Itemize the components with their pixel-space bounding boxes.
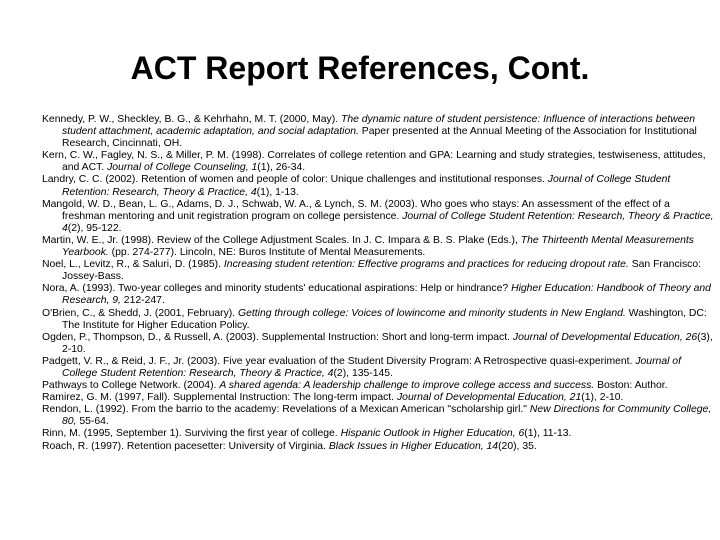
reference-item — [42, 380, 714, 392]
reference-text: Kennedy, P. W., Sheckley, B. G., & Kehrhahn, M. T. (2000, May). — [42, 114, 341, 125]
reference-item — [42, 356, 714, 380]
reference-italic-text: Journal of Developmental Education, 21 — [396, 392, 582, 404]
reference-text: 212-247. — [120, 295, 165, 307]
reference-text: (20), 35. — [498, 440, 537, 452]
reference-item — [42, 259, 714, 283]
reference-italic-text: Journal of College Counseling, 1 — [107, 162, 258, 174]
reference-italic-text: Journal of College Student Retention: Research, Theory & Practice, 4 — [62, 355, 681, 379]
reference-text: Ramirez, G. M. (1997, Fall). Supplemental Instruction: The long-term impact. — [42, 392, 397, 404]
reference-item — [42, 150, 714, 174]
reference-text: (pp. 274-277). Lincoln, NE: Buros Institute of Mental Measurements. — [108, 247, 426, 259]
reference-text: Washington, DC: The Institute for Higher Education Policy. — [62, 307, 707, 331]
reference-italic-text: A shared agenda: A leadership challenge to improve college access and success. — [219, 380, 595, 392]
reference-italic-text: Journal of Developmental Education, 26 — [512, 331, 698, 343]
reference-text: Rinn, M. (1995, September 1). Surviving the first year of college. — [42, 428, 341, 440]
reference-text: Pathways to College Network. (2004). — [42, 380, 220, 392]
reference-item — [42, 428, 714, 440]
reference-item — [42, 283, 714, 307]
reference-italic-text: Higher Education: Handbook of Theory and Research, 9, — [62, 283, 711, 307]
reference-text: (1), 11-13. — [524, 428, 572, 440]
reference-text: (1), 1-13. — [256, 186, 299, 198]
reference-italic-text: The dynamic nature of student persistence: Influence of interactions between student attachment, academic adaptation, and social adaptation. — [62, 114, 696, 138]
reference-text: Nora, A. (1993). Two-year colleges and minority students' educational aspirations: Help or hindrance? — [42, 283, 512, 295]
reference-item — [42, 235, 714, 259]
reference-text: Roach, R. (1997). Retention pacesetter: University of Virginia. — [42, 440, 329, 452]
reference-list — [42, 114, 714, 453]
reference-text: (1), 26-34. — [257, 162, 306, 174]
reference-text: Padgett, V. R., & Reid, J. F., Jr. (2003). Five year evaluation of the Student Diversity Program: A Retrospective quasi-experiment. — [42, 355, 636, 367]
reference-text: Martin, W. E., Jr. (1998). Review of the College Adjustment Scales. In J. C. Impara & B. S. Plake (Eds.), — [42, 234, 521, 246]
reference-text: Paper presented at the Annual Meeting of the Association for Institutional Research, Cincinnati, OH. — [62, 126, 697, 150]
reference-text: O'Brien, C., & Shedd, J. (2001, February). — [42, 307, 239, 319]
reference-text: 55-64. — [76, 416, 109, 428]
reference-text: Landry, C. C. (2002). Retention of women and people of color: Unique challenges and institutional responses. — [42, 174, 548, 186]
reference-text: (1), 2-10. — [581, 392, 624, 404]
reference-item — [42, 308, 714, 332]
reference-item — [42, 174, 714, 198]
reference-item — [42, 114, 714, 150]
reference-item — [42, 392, 714, 404]
reference-italic-text: New Directions for Community College, 80, — [62, 404, 712, 428]
reference-italic-text: Black Issues in Higher Education, 14 — [328, 440, 499, 452]
reference-text: (2), 95-122. — [67, 222, 122, 234]
reference-text: Kern, C. W., Fagley, N. S., & Miller, P. M. (1998). Correlates of college retention and GPA: Learning and study strategies, testwiseness, attitudes, and ACT. — [42, 150, 706, 174]
reference-text: San Francisco: Jossey-Bass. — [62, 259, 701, 283]
reference-item — [42, 199, 714, 235]
reference-text: Ogden, P., Thompson, D., & Russell, A. (2003). Supplemental Instruction: Short and long-term impact. — [42, 331, 513, 343]
reference-italic-text: Journal of College Student Retention: Research, Theory & Practice, 4 — [62, 174, 671, 198]
reference-text: Mangold, W. D., Bean, L. G., Adams, D. J., Schwab, W. A., & Lynch, S. M. (2003). Who goes who stays: An assessment of the effect of a freshman mentoring and unit registration program on college persistence. — [42, 198, 670, 222]
reference-italic-text: Hispanic Outlook in Higher Education, 6 — [340, 428, 525, 440]
reference-italic-text: Getting through college: Voices of lowincome and minority students in New England. — [238, 307, 626, 319]
reference-italic-text: The Thirteenth Mental Measurements Yearbook. — [62, 234, 694, 259]
slide-title: ACT Report References, Cont. — [130, 50, 590, 86]
reference-text: (3), 2-10. — [62, 331, 713, 355]
reference-item — [42, 332, 714, 356]
reference-italic-text: Journal of College Student Retention: Research, Theory & Practice, 4 — [62, 210, 714, 234]
reference-text: Noel, L., Levitz, R., & Saluri, D. (1985). — [42, 259, 224, 271]
reference-text: Rendon, L. (1992). From the barrio to the academy: Revelations of a Mexican American "scholarship girl." — [42, 404, 530, 416]
reference-text: (2), 135-145. — [333, 367, 393, 379]
reference-item — [42, 441, 714, 453]
reference-item — [42, 404, 714, 428]
reference-italic-text: Increasing student retention: Effective programs and practices for reducing dropout rate. — [223, 259, 629, 271]
reference-text: Boston: Author. — [594, 380, 668, 392]
